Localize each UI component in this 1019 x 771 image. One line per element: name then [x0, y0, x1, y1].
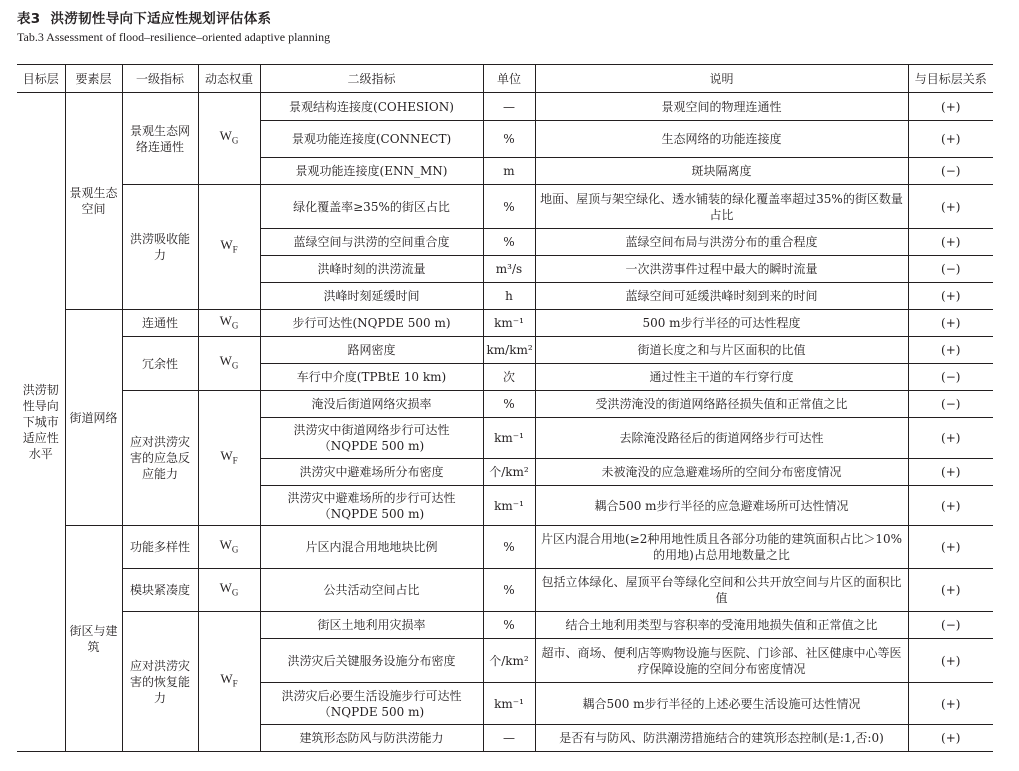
- secondary-indicator-cell: 景观功能连接度(ENN_MN): [260, 158, 483, 185]
- unit-cell: 次: [483, 364, 535, 391]
- description-cell: 包括立体绿化、屋顶平台等绿化空间和公共开放空间与片区的面积比值: [535, 569, 908, 612]
- header-cell: 单位: [483, 65, 535, 93]
- secondary-indicator-cell: 蓝绿空间与洪涝的空间重合度: [260, 229, 483, 256]
- table-number: 表3: [17, 11, 41, 27]
- dynamic-weight-cell: $W_F$: [198, 185, 260, 310]
- description-cell: 耦合500 m步行半径的应急避难场所可达性情况: [535, 486, 908, 526]
- unit-cell: km⁻¹: [483, 418, 535, 459]
- relation-cell: (+): [908, 310, 993, 337]
- table-title: 洪涝韧性导向下适应性规划评估体系: [50, 11, 272, 27]
- relation-cell: (+): [908, 418, 993, 459]
- description-cell: 500 m步行半径的可达性程度: [535, 310, 908, 337]
- secondary-indicator-cell: 洪峰时刻延缓时间: [260, 283, 483, 310]
- unit-cell: %: [483, 229, 535, 256]
- description-cell: 受洪涝淹没的街道网络路径损失值和正常值之比: [535, 391, 908, 418]
- goal-layer-cell: 洪涝韧性导向下城市适应性水平: [17, 93, 65, 752]
- dynamic-weight-cell: $W_G$: [198, 337, 260, 391]
- unit-cell: 个/km²: [483, 459, 535, 486]
- header-cell: 说明: [535, 65, 908, 93]
- unit-cell: %: [483, 612, 535, 639]
- dynamic-weight-cell: $W_G$: [198, 569, 260, 612]
- secondary-indicator-cell: 街区土地利用灾损率: [260, 612, 483, 639]
- assessment-table: [17, 64, 993, 752]
- table-row: [17, 391, 993, 418]
- relation-cell: (+): [908, 526, 993, 569]
- primary-indicator-cell: 洪涝吸收能力: [122, 185, 198, 310]
- secondary-indicator-cell: 淹没后街道网络灾损率: [260, 391, 483, 418]
- primary-indicator-cell: 模块紧凑度: [122, 569, 198, 612]
- relation-cell: (+): [908, 93, 993, 121]
- description-cell: 蓝绿空间可延缓洪峰时刻到来的时间: [535, 283, 908, 310]
- description-cell: 通过性主干道的车行穿行度: [535, 364, 908, 391]
- secondary-indicator-cell: 绿化覆盖率≥35%的街区占比: [260, 185, 483, 229]
- secondary-indicator-cell: 公共活动空间占比: [260, 569, 483, 612]
- secondary-indicator-cell: 景观结构连接度(COHESION): [260, 93, 483, 121]
- description-cell: 一次洪涝事件过程中最大的瞬时流量: [535, 256, 908, 283]
- relation-cell: (−): [908, 391, 993, 418]
- unit-cell: km⁻¹: [483, 310, 535, 337]
- relation-cell: (+): [908, 486, 993, 526]
- primary-indicator-cell: 连通性: [122, 310, 198, 337]
- unit-cell: —: [483, 93, 535, 121]
- description-cell: 去除淹没路径后的街道网络步行可达性: [535, 418, 908, 459]
- unit-cell: %: [483, 121, 535, 158]
- header-cell: 动态权重: [198, 65, 260, 93]
- header-cell: 目标层: [17, 65, 65, 93]
- table-row: [17, 612, 993, 639]
- dynamic-weight-cell: $W_F$: [198, 612, 260, 752]
- dynamic-weight-cell: $W_F$: [198, 391, 260, 526]
- secondary-indicator-cell: 洪涝灾中避难场所分布密度: [260, 459, 483, 486]
- unit-cell: h: [483, 283, 535, 310]
- secondary-indicator-cell: 洪涝灾中避难场所的步行可达性（NQPDE 500 m): [260, 486, 483, 526]
- header-cell: 一级指标: [122, 65, 198, 93]
- relation-cell: (+): [908, 121, 993, 158]
- relation-cell: (−): [908, 364, 993, 391]
- unit-cell: —: [483, 725, 535, 752]
- description-cell: 超市、商场、便利店等购物设施与医院、门诊部、社区健康中心等医疗保障设施的空间分布密度情况: [535, 639, 908, 683]
- relation-cell: (+): [908, 283, 993, 310]
- secondary-indicator-cell: 步行可达性(NQPDE 500 m): [260, 310, 483, 337]
- description-cell: 斑块隔离度: [535, 158, 908, 185]
- element-layer-cell: 街区与建筑: [65, 526, 122, 752]
- header-row: [17, 65, 993, 93]
- description-cell: 景观空间的物理连通性: [535, 93, 908, 121]
- relation-cell: (+): [908, 569, 993, 612]
- dynamic-weight-cell: $W_G$: [198, 93, 260, 185]
- table-row: [17, 93, 993, 121]
- secondary-indicator-cell: 洪涝灾中街道网络步行可达性（NQPDE 500 m): [260, 418, 483, 459]
- unit-cell: km⁻¹: [483, 683, 535, 725]
- relation-cell: (−): [908, 158, 993, 185]
- primary-indicator-cell: 冗余性: [122, 337, 198, 391]
- element-layer-cell: 景观生态空间: [65, 93, 122, 310]
- relation-cell: (+): [908, 337, 993, 364]
- dynamic-weight-cell: $W_G$: [198, 526, 260, 569]
- description-cell: 是否有与防风、防洪潮涝措施结合的建筑形态控制(是:1,否:0): [535, 725, 908, 752]
- description-cell: 地面、屋顶与架空绿化、透水铺装的绿化覆盖率超过35%的街区数量占比: [535, 185, 908, 229]
- primary-indicator-cell: 功能多样性: [122, 526, 198, 569]
- table-english-title: Tab.3 Assessment of flood–resilience–oriented adaptive planning: [17, 30, 331, 44]
- relation-cell: (−): [908, 612, 993, 639]
- table-row: [17, 185, 993, 229]
- unit-cell: %: [483, 391, 535, 418]
- dynamic-weight-cell: $W_G$: [198, 310, 260, 337]
- secondary-indicator-cell: 建筑形态防风与防洪涝能力: [260, 725, 483, 752]
- description-cell: 耦合500 m步行半径的上述必要生活设施可达性情况: [535, 683, 908, 725]
- description-cell: 未被淹没的应急避难场所的空间分布密度情况: [535, 459, 908, 486]
- secondary-indicator-cell: 车行中介度(TPBtE 10 km): [260, 364, 483, 391]
- relation-cell: (−): [908, 256, 993, 283]
- header-cell: 要素层: [65, 65, 122, 93]
- relation-cell: (+): [908, 725, 993, 752]
- unit-cell: km/km²: [483, 337, 535, 364]
- table-row: [17, 526, 993, 569]
- relation-cell: (+): [908, 639, 993, 683]
- relation-cell: (+): [908, 229, 993, 256]
- description-cell: 结合土地利用类型与容积率的受淹用地损失值和正常值之比: [535, 612, 908, 639]
- secondary-indicator-cell: 景观功能连接度(CONNECT): [260, 121, 483, 158]
- secondary-indicator-cell: 片区内混合用地地块比例: [260, 526, 483, 569]
- table-caption: [17, 7, 271, 27]
- unit-cell: km⁻¹: [483, 486, 535, 526]
- secondary-indicator-cell: 路网密度: [260, 337, 483, 364]
- table-row: [17, 569, 993, 612]
- unit-cell: m³/s: [483, 256, 535, 283]
- unit-cell: %: [483, 569, 535, 612]
- table-row: [17, 310, 993, 337]
- secondary-indicator-cell: 洪涝灾后关键服务设施分布密度: [260, 639, 483, 683]
- table-row: [17, 337, 993, 364]
- description-cell: 蓝绿空间布局与洪涝分布的重合程度: [535, 229, 908, 256]
- element-layer-cell: 街道网络: [65, 310, 122, 526]
- relation-cell: (+): [908, 459, 993, 486]
- description-cell: 街道长度之和与片区面积的比值: [535, 337, 908, 364]
- primary-indicator-cell: 景观生态网络连通性: [122, 93, 198, 185]
- header-cell: 二级指标: [260, 65, 483, 93]
- relation-cell: (+): [908, 185, 993, 229]
- header-cell: 与目标层关系: [908, 65, 993, 93]
- unit-cell: m: [483, 158, 535, 185]
- description-cell: 片区内混合用地(≥2种用地性质且各部分功能的建筑面积占比＞10%的用地)占总用地数量之比: [535, 526, 908, 569]
- primary-indicator-cell: 应对洪涝灾害的恢复能力: [122, 612, 198, 752]
- description-cell: 生态网络的功能连接度: [535, 121, 908, 158]
- secondary-indicator-cell: 洪峰时刻的洪涝流量: [260, 256, 483, 283]
- unit-cell: %: [483, 185, 535, 229]
- primary-indicator-cell: 应对洪涝灾害的应急反应能力: [122, 391, 198, 526]
- unit-cell: %: [483, 526, 535, 569]
- secondary-indicator-cell: 洪涝灾后必要生活设施步行可达性（NQPDE 500 m): [260, 683, 483, 725]
- relation-cell: (+): [908, 683, 993, 725]
- unit-cell: 个/km²: [483, 639, 535, 683]
